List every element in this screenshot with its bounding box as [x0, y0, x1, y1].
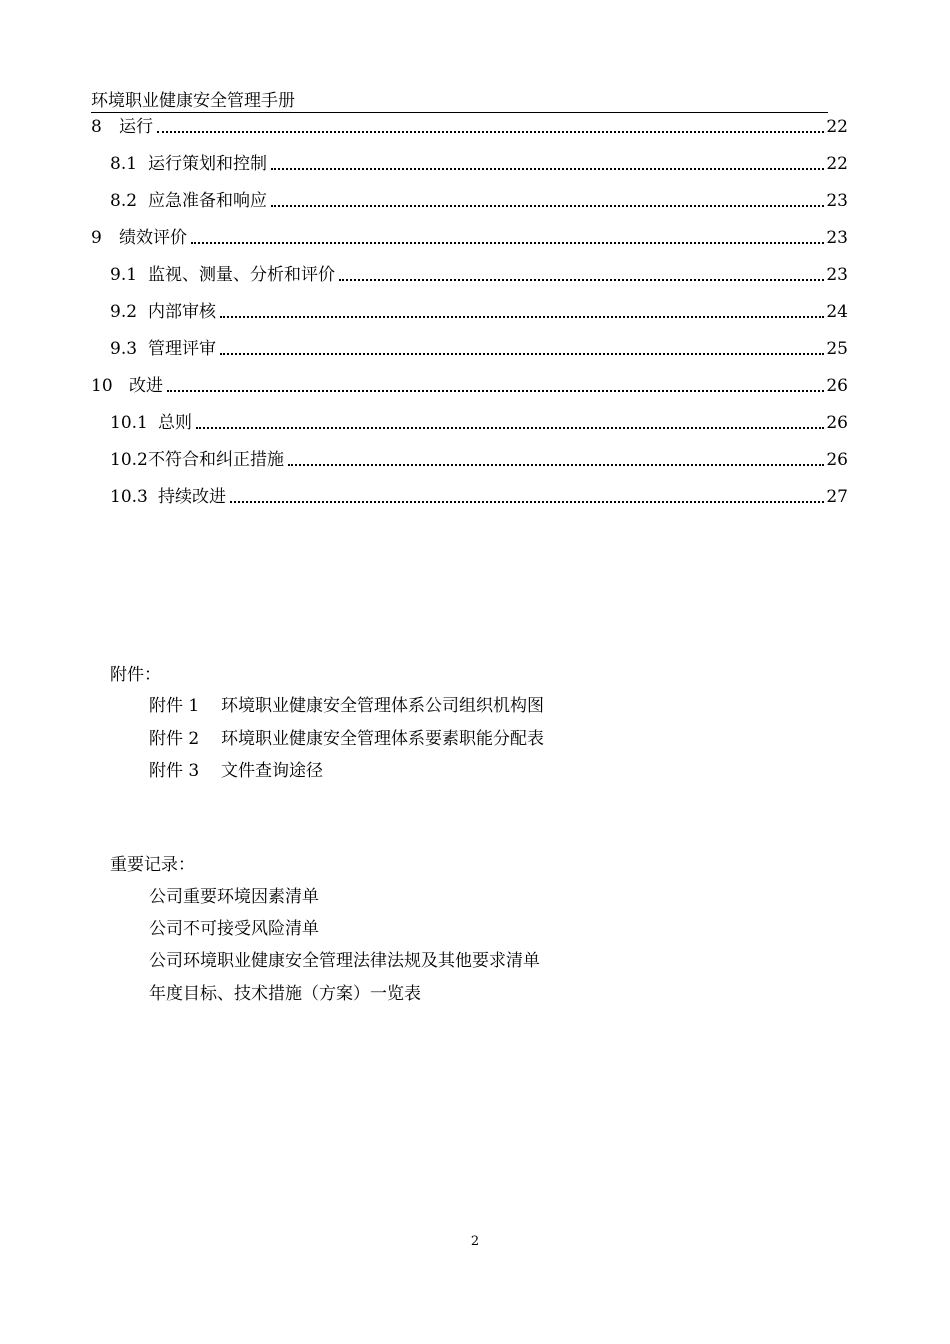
toc-entry-10-3[interactable] — [110, 484, 848, 508]
toc-leader-dots — [191, 241, 824, 244]
table-of-contents — [0, 0, 950, 520]
toc-leader-dots — [167, 389, 824, 392]
toc-leader-dots — [220, 315, 824, 318]
toc-entry-page: 25 — [826, 339, 848, 359]
toc-entry-10-1[interactable] — [110, 410, 848, 434]
toc-entry-9[interactable] — [91, 225, 848, 249]
toc-leader-dots — [339, 278, 824, 281]
toc-entry-page: 27 — [826, 487, 848, 507]
toc-entry-number: 9.2 — [110, 302, 138, 322]
toc-entry-9-3[interactable] — [110, 336, 848, 360]
attachment-label: 附件 2 — [149, 729, 200, 749]
toc-entry-10-2[interactable] — [110, 447, 848, 471]
toc-entry-10[interactable] — [91, 373, 848, 397]
toc-entry-number: 9 — [91, 228, 102, 248]
toc-entry-page: 23 — [826, 228, 848, 248]
attachment-item — [149, 760, 323, 782]
toc-entry-number: 10.2 — [110, 450, 148, 470]
attachments-heading: 附件： — [110, 665, 161, 685]
toc-entry-page: 22 — [826, 117, 848, 137]
toc-entry-title: 应急准备和响应 — [148, 191, 267, 211]
toc-entry-8-1[interactable] — [110, 151, 848, 175]
toc-entry-number: 8 — [91, 117, 102, 137]
toc-entry-number: 10.1 — [110, 413, 148, 433]
toc-entry-number: 10 — [91, 376, 113, 396]
record-item: 公司重要环境因素清单 — [149, 887, 319, 907]
page-number: 2 — [470, 1234, 480, 1249]
toc-entry-title: 持续改进 — [158, 487, 226, 507]
record-item: 公司环境职业健康安全管理法律法规及其他要求清单 — [149, 951, 540, 971]
toc-entry-page: 23 — [826, 191, 848, 211]
toc-leader-dots — [288, 463, 824, 466]
toc-entry-title: 内部审核 — [148, 302, 216, 322]
toc-leader-dots — [271, 167, 824, 170]
toc-leader-dots — [157, 130, 824, 133]
attachment-title: 环境职业健康安全管理体系公司组织机构图 — [221, 696, 544, 716]
attachment-label: 附件 3 — [149, 761, 200, 781]
toc-entry-9-2[interactable] — [110, 299, 848, 323]
toc-entry-number: 8.2 — [110, 191, 138, 211]
attachment-label: 附件 1 — [149, 696, 200, 716]
toc-leader-dots — [196, 426, 824, 429]
toc-entry-8-2[interactable] — [110, 188, 848, 212]
manual-title: 环境职业健康安全管理手册 — [91, 91, 295, 111]
records-heading: 重要记录： — [110, 855, 195, 875]
toc-entry-9-1[interactable] — [110, 262, 848, 286]
toc-leader-dots — [230, 500, 824, 503]
toc-entry-title: 改进 — [129, 376, 163, 396]
record-item: 年度目标、技术措施（方案）一览表 — [149, 984, 421, 1004]
attachment-title: 文件查询途径 — [221, 761, 323, 781]
toc-entry-title: 运行策划和控制 — [148, 154, 267, 174]
toc-entry-title: 总则 — [158, 413, 192, 433]
toc-entry-page: 26 — [826, 450, 848, 470]
toc-entry-page: 26 — [826, 413, 848, 433]
toc-entry-number: 8.1 — [110, 154, 138, 174]
toc-entry-title: 管理评审 — [148, 339, 216, 359]
toc-entry-page: 26 — [826, 376, 848, 396]
toc-entry-8[interactable] — [91, 114, 848, 138]
toc-entry-page: 24 — [826, 302, 848, 322]
attachment-item — [149, 728, 544, 750]
toc-leader-dots — [271, 204, 824, 207]
toc-leader-dots — [220, 352, 824, 355]
toc-entry-page: 23 — [826, 265, 848, 285]
toc-entry-title: 运行 — [119, 117, 153, 137]
toc-entry-number: 9.1 — [110, 265, 138, 285]
attachment-title: 环境职业健康安全管理体系要素职能分配表 — [221, 729, 544, 749]
toc-entry-page: 22 — [826, 154, 848, 174]
toc-entry-number: 9.3 — [110, 339, 138, 359]
record-item: 公司不可接受风险清单 — [149, 919, 319, 939]
toc-entry-title: 不符合和纠正措施 — [148, 450, 284, 470]
toc-entry-number: 10.3 — [110, 487, 148, 507]
toc-entry-title: 绩效评价 — [119, 228, 187, 248]
attachment-item — [149, 695, 544, 717]
toc-entry-title: 监视、测量、分析和评价 — [148, 265, 335, 285]
